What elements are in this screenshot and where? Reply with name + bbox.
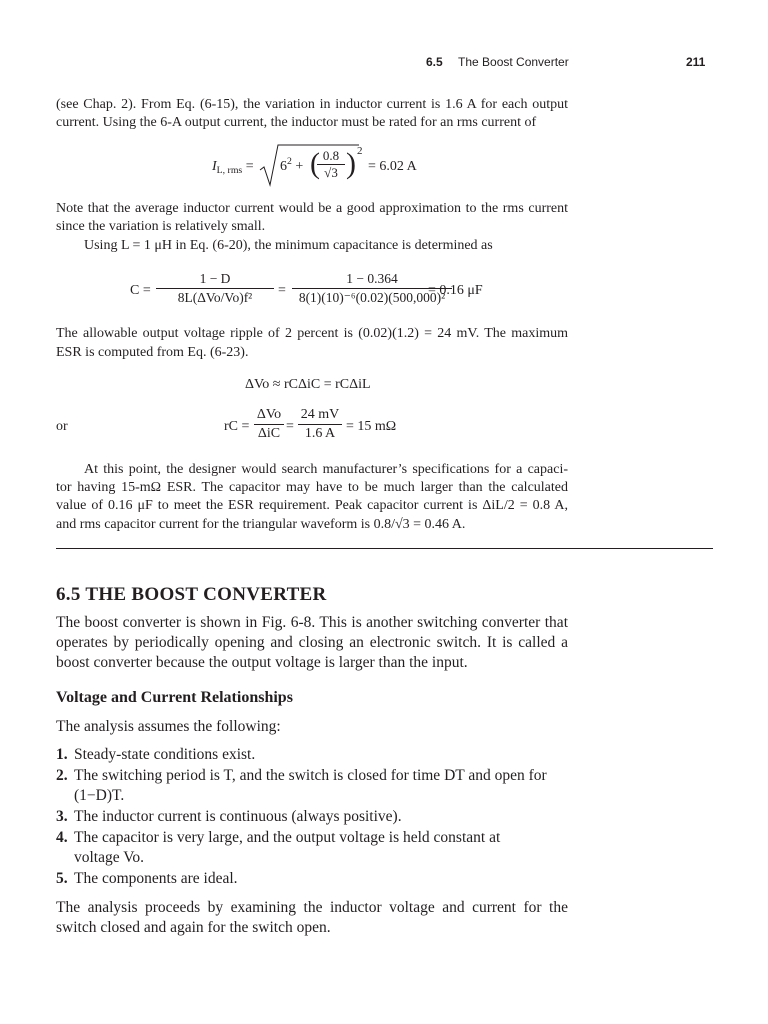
assumptions-list [56,745,568,889]
header-section-number: 6.5 [426,55,443,69]
list-item: 2. The switching period is T, and the switch is closed for time DT and open for (1−D)T. [56,767,547,804]
equation-capacitance [130,270,510,310]
closing-line-2: switch closed and again for the switch open. [56,919,331,936]
header-section-title: The Boost Converter [458,55,569,69]
list-item: 1. Steady-state conditions exist. [56,746,256,763]
eq-irms-lhs: $I_{L, rms}$ = [212,159,254,176]
eq-c-fraction-1: 1 − D 8L(ΔVo/Vo)f² [156,270,274,307]
eq-rc-equals: = [286,419,294,434]
equation-inductor-rms [212,143,432,189]
eq-c-result: = 0.16 μF [428,283,483,298]
list-item: 4. The capacitor is very large, and the output voltage is held constant at voltage Vo. [56,829,501,866]
example-para-2-line-2: since the variation is relatively small. [56,219,266,234]
section-heading: 6.5 THE BOOST CONVERTER [56,584,327,605]
example-para-1-line-1: (see Chap. 2). From Eq. (6-15), the variation in inductor current is 1.6 A for each output [56,97,568,112]
page-number: 211 [686,55,706,69]
example-para-2-line-1: Note that the average inductor current would be a good approximation to the rms current [56,201,568,216]
example-para-1-line-2: current. Using the 6-A output current, the inductor must be rated for an rms current of [56,115,537,130]
eq-rc-fraction-2: $\frac{24 mV}{1.6 A}$ [298,406,342,443]
eq-irms-fraction: 0.8 √3 [317,148,345,181]
or-label: or [56,419,68,434]
assumptions-intro: The analysis assumes the following: [56,718,281,735]
example-para-5-line-1: At this point, the designer would search manufacturer’s specifications for a capaci- [84,462,568,477]
closing-line-1: The analysis proceeds by examining the inductor voltage and current for the [56,899,568,916]
eq-c-lhs: C = [130,283,151,298]
example-para-5-line-4: and rms capacitor current for the triangular waveform is 0.8/√3 = 0.46 A. [56,517,466,532]
eq-rc-result: = 15 mΩ [346,419,397,434]
subsection-heading: Voltage and Current Relationships [56,689,293,706]
example-para-4-line-2: ESR is computed from Eq. (6-23). [56,345,249,360]
eq-c-equals: = [278,283,286,298]
equation-esr [224,406,424,446]
eq-irms-left-paren: ( [310,147,320,180]
section-intro-line-1: The boost converter is shown in Fig. 6-8. This is another switching converter that [56,614,568,631]
eq-irms-right-paren: ) [346,147,356,180]
example-end-rule [56,548,713,549]
list-item: 3. The inductor current is continuous (always positive). [56,808,402,825]
example-para-3: Using L = 1 μH in Eq. (6-20), the minimum capacitance is determined as [84,238,493,253]
eq-rc-lhs: rC = [224,419,250,434]
section-intro-line-2: operates by periodically opening and closing an electronic switch. It is called a [56,634,568,651]
example-para-4-line-1: The allowable output voltage ripple of 2 percent is (0.02)(1.2) = 24 mV. The maximum [56,326,568,341]
section-intro-line-3: boost converter because the output voltage is larger than the input. [56,654,468,671]
eq-irms-result: = 6.02 A [368,159,417,174]
example-para-5-line-3: value of 0.16 μF to meet the ESR requirement. Peak capacitor current is ΔiL/2 = 0.8 A, [56,498,568,513]
eq-rc-fraction-1: ΔVo ΔiC [254,406,284,443]
eq-irms-term1: $6^2$ + [280,156,304,174]
list-item: 5. The components are ideal. [56,870,238,887]
example-para-5-line-2: tor having 15-mΩ ESR. The capacitor may have to be much larger than the calculated [56,480,568,495]
eq-irms-paren-exp: 2 [357,145,363,157]
eq-c-fraction-2: $\frac{1 - 0.364}{\text{8(1)(10)⁻⁶(0.02)(500,000)²}}$ [292,270,452,307]
equation-ripple: ΔVo ≈ rCΔiC = rCΔiL [245,377,371,392]
